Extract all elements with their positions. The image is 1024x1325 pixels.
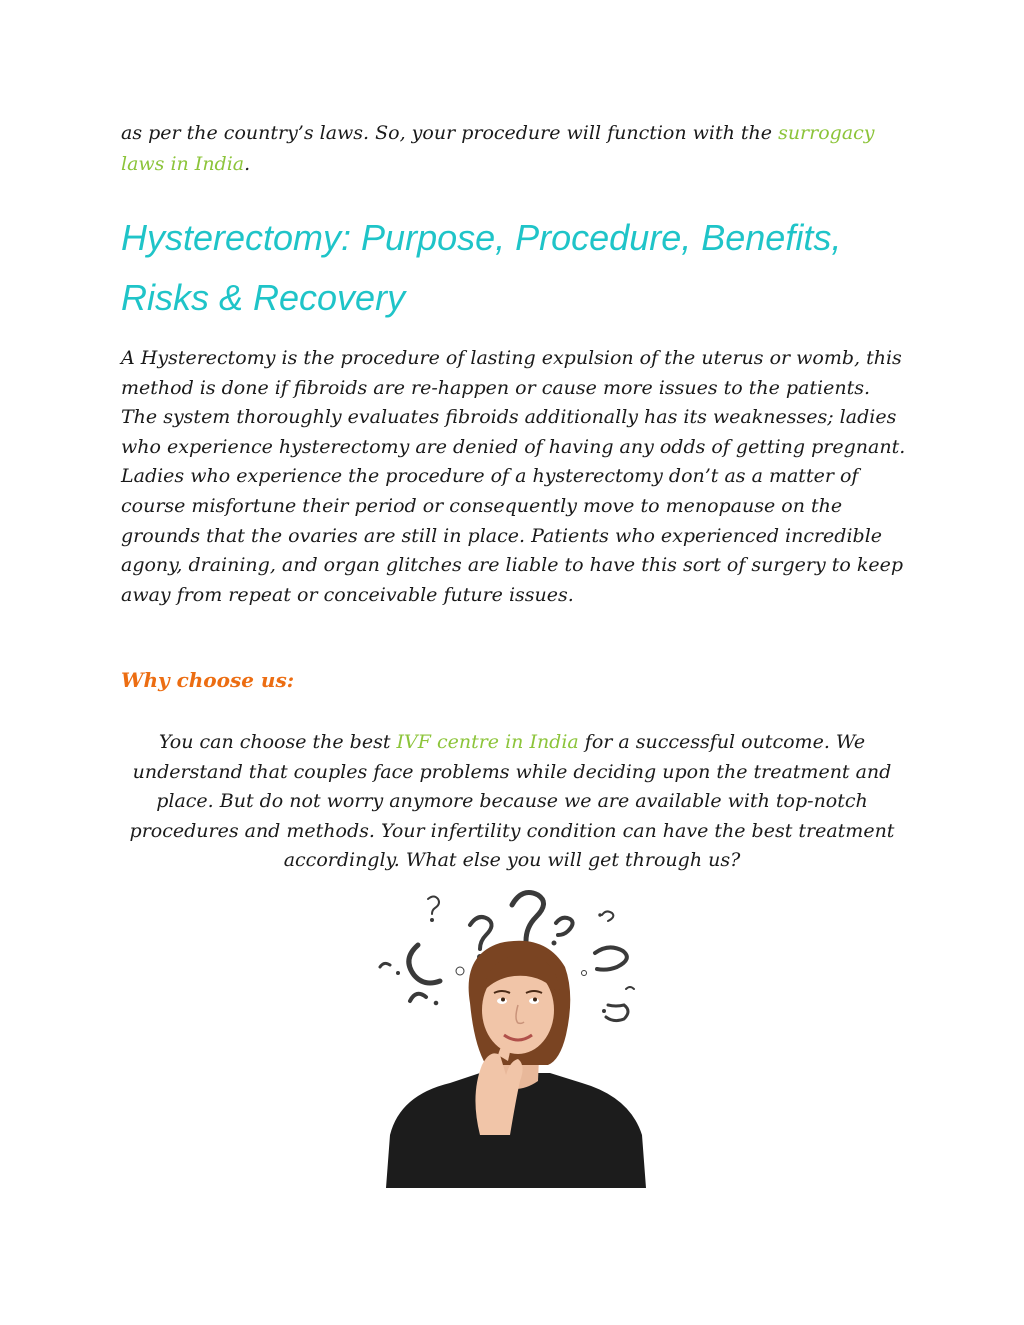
intro-paragraph bbox=[121, 118, 901, 180]
intro-text-before: as per the country’s laws. So, your procedure will function with the bbox=[121, 122, 779, 144]
thinking-woman-icon bbox=[370, 885, 660, 1188]
why-choose-us-heading: Why choose us: bbox=[121, 668, 295, 692]
thinking-woman-illustration bbox=[370, 885, 660, 1188]
intro-text-after: . bbox=[244, 153, 251, 175]
why-choose-us-paragraph bbox=[121, 728, 903, 876]
why-text-after: for a successful outcome. We understand that couples face problems while deciding upon the treatment and place. But do not worry anymore because we are available with top-notch procedures and methods. Your infertility condition can have the best treatment accordingly. What else you will get through us? bbox=[129, 731, 895, 872]
ivf-centre-link[interactable]: IVF centre in India bbox=[396, 731, 579, 753]
page-title: Hysterectomy: Purpose, Procedure, Benefits, Risks & Recovery bbox=[121, 217, 842, 318]
surrogacy-laws-link[interactable]: surrogacy laws in India bbox=[121, 122, 875, 175]
hysterectomy-paragraph: A Hysterectomy is the procedure of lasting expulsion of the uterus or womb, this method is done if fibroids are re-happen or cause more issues to the patients. The system thoroughly evaluates fibroids additionally has its weaknesses; ladies who experience hysterectomy are denied of having any odds of getting pregnant. Ladies who experience the procedure of a hysterectomy don’t as a matter of course misfortune their period or consequently move to menopause on the grounds that the ovaries are still in place. Patients who experienced incredible agony, draining, and organ glitches are liable to have this sort of surgery to keep away from repeat or conceivable future issues. bbox=[121, 347, 906, 606]
why-text-before: You can choose the best bbox=[158, 731, 397, 753]
